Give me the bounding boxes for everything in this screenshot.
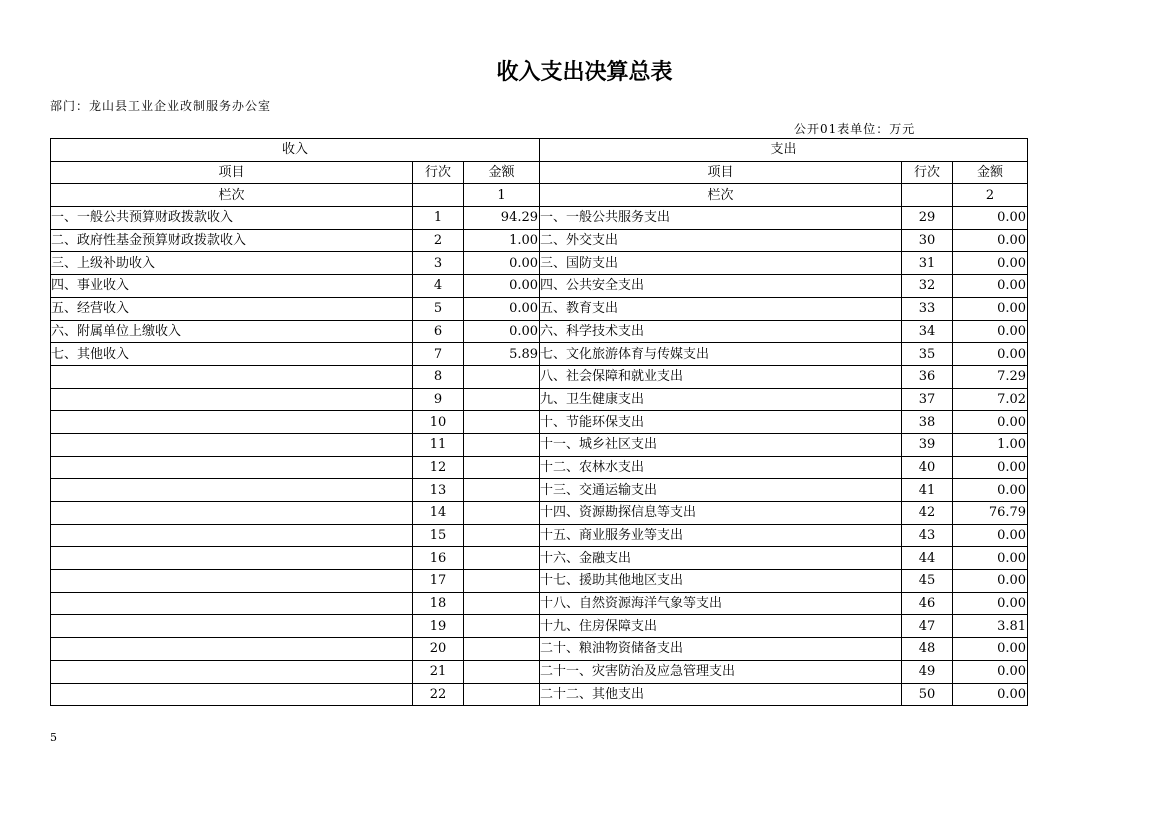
income-amount-cell <box>464 547 540 570</box>
expense-line-cell: 39 <box>902 433 953 456</box>
income-line-cell: 3 <box>413 252 464 275</box>
expense-amount-cell: 0.00 <box>953 320 1028 343</box>
income-amount-cell <box>464 615 540 638</box>
expense-item-cell: 十七、援助其他地区支出 <box>540 570 902 593</box>
table-row <box>51 524 1028 547</box>
income-item-cell <box>51 683 413 706</box>
expense-item-cell: 二十、粮油物资储备支出 <box>540 638 902 661</box>
expense-amount-cell: 3.81 <box>953 615 1028 638</box>
table-row <box>51 433 1028 456</box>
table-row <box>51 252 1028 275</box>
income-line-cell: 16 <box>413 547 464 570</box>
expense-item-cell: 十六、金融支出 <box>540 547 902 570</box>
expense-line-cell: 44 <box>902 547 953 570</box>
expense-line-cell: 47 <box>902 615 953 638</box>
table-row <box>51 343 1028 366</box>
income-item-cell <box>51 479 413 502</box>
header-row-section <box>51 139 1028 162</box>
income-item-cell: 六、附属单位上缴收入 <box>51 320 413 343</box>
expense-amount-cell: 0.00 <box>953 479 1028 502</box>
income-amount-cell <box>464 365 540 388</box>
expense-line-cell: 37 <box>902 388 953 411</box>
expense-item-cell: 十九、住房保障支出 <box>540 615 902 638</box>
expense-amount-cell: 7.29 <box>953 365 1028 388</box>
expense-item-cell: 五、教育支出 <box>540 297 902 320</box>
expense-amount-cell: 76.79 <box>953 502 1028 525</box>
income-amount-header: 金额 <box>464 161 540 184</box>
expense-amount-cell: 1.00 <box>953 433 1028 456</box>
income-line-cell: 21 <box>413 660 464 683</box>
expense-amount-header: 金额 <box>953 161 1028 184</box>
expense-column-line-blank <box>902 184 953 207</box>
table-row <box>51 207 1028 230</box>
income-amount-cell: 0.00 <box>464 275 540 298</box>
table-row <box>51 456 1028 479</box>
table-row <box>51 229 1028 252</box>
page-number: 5 <box>50 731 57 744</box>
expense-line-cell: 38 <box>902 411 953 434</box>
income-item-cell: 二、政府性基金预算财政拨款收入 <box>51 229 413 252</box>
income-item-cell <box>51 456 413 479</box>
expense-item-cell: 二十二、其他支出 <box>540 683 902 706</box>
table-row <box>51 365 1028 388</box>
income-amount-cell <box>464 433 540 456</box>
income-item-cell <box>51 660 413 683</box>
income-amount-cell <box>464 570 540 593</box>
income-item-cell: 五、经营收入 <box>51 297 413 320</box>
expense-item-cell: 十四、资源勘探信息等支出 <box>540 502 902 525</box>
expense-amount-cell: 0.00 <box>953 683 1028 706</box>
expense-line-cell: 41 <box>902 479 953 502</box>
expense-line-cell: 43 <box>902 524 953 547</box>
table-row <box>51 411 1028 434</box>
income-item-cell <box>51 365 413 388</box>
expense-line-header: 行次 <box>902 161 953 184</box>
table-row <box>51 275 1028 298</box>
expense-amount-cell: 0.00 <box>953 456 1028 479</box>
table-row <box>51 683 1028 706</box>
income-amount-cell <box>464 388 540 411</box>
income-line-cell: 11 <box>413 433 464 456</box>
income-line-cell: 13 <box>413 479 464 502</box>
income-line-cell: 4 <box>413 275 464 298</box>
expense-item-cell: 一、一般公共服务支出 <box>540 207 902 230</box>
income-item-cell: 七、其他收入 <box>51 343 413 366</box>
expense-amount-cell: 7.02 <box>953 388 1028 411</box>
income-amount-cell <box>464 479 540 502</box>
expense-line-cell: 31 <box>902 252 953 275</box>
income-amount-cell <box>464 456 540 479</box>
income-line-cell: 15 <box>413 524 464 547</box>
income-amount-cell <box>464 592 540 615</box>
expense-item-cell: 十八、自然资源海洋气象等支出 <box>540 592 902 615</box>
income-item-cell: 四、事业收入 <box>51 275 413 298</box>
table-row <box>51 320 1028 343</box>
expense-item-cell: 二十一、灾害防治及应急管理支出 <box>540 660 902 683</box>
expense-item-cell: 十二、农林水支出 <box>540 456 902 479</box>
expense-line-cell: 35 <box>902 343 953 366</box>
income-line-cell: 10 <box>413 411 464 434</box>
expense-amount-cell: 0.00 <box>953 207 1028 230</box>
table-row <box>51 502 1028 525</box>
expense-amount-cell: 0.00 <box>953 524 1028 547</box>
income-item-cell <box>51 524 413 547</box>
expense-amount-cell: 0.00 <box>953 547 1028 570</box>
income-line-cell: 5 <box>413 297 464 320</box>
expense-amount-cell: 0.00 <box>953 343 1028 366</box>
unit-note: 公开01表单位：万元 <box>794 122 916 136</box>
expense-line-cell: 42 <box>902 502 953 525</box>
income-header: 收入 <box>51 139 540 162</box>
income-item-cell <box>51 592 413 615</box>
income-item-cell <box>51 638 413 661</box>
income-column-number: 1 <box>464 184 540 207</box>
expense-amount-cell: 0.00 <box>953 297 1028 320</box>
expense-item-cell: 十五、商业服务业等支出 <box>540 524 902 547</box>
table-row <box>51 615 1028 638</box>
income-item-cell <box>51 570 413 593</box>
expense-line-cell: 34 <box>902 320 953 343</box>
income-item-cell: 一、一般公共预算财政拨款收入 <box>51 207 413 230</box>
income-line-header: 行次 <box>413 161 464 184</box>
income-amount-cell: 0.00 <box>464 320 540 343</box>
expense-header: 支出 <box>540 139 1028 162</box>
table-row <box>51 638 1028 661</box>
expense-item-cell: 十一、城乡社区支出 <box>540 433 902 456</box>
expense-line-cell: 32 <box>902 275 953 298</box>
expense-line-cell: 49 <box>902 660 953 683</box>
expense-line-cell: 48 <box>902 638 953 661</box>
income-item-cell <box>51 411 413 434</box>
income-item-cell: 三、上级补助收入 <box>51 252 413 275</box>
expense-item-cell: 四、公共安全支出 <box>540 275 902 298</box>
expense-amount-cell: 0.00 <box>953 570 1028 593</box>
income-line-cell: 9 <box>413 388 464 411</box>
expense-line-cell: 46 <box>902 592 953 615</box>
table-row <box>51 570 1028 593</box>
income-amount-cell: 1.00 <box>464 229 540 252</box>
income-line-cell: 20 <box>413 638 464 661</box>
income-amount-cell: 0.00 <box>464 297 540 320</box>
income-column-line-blank <box>413 184 464 207</box>
expense-item-cell: 十、节能环保支出 <box>540 411 902 434</box>
expense-item-header: 项目 <box>540 161 902 184</box>
income-line-cell: 2 <box>413 229 464 252</box>
header-row-column-numbers <box>51 184 1028 207</box>
expense-amount-cell: 0.00 <box>953 229 1028 252</box>
income-expense-table <box>50 138 1028 706</box>
expense-item-cell: 三、国防支出 <box>540 252 902 275</box>
expense-amount-cell: 0.00 <box>953 411 1028 434</box>
expense-item-cell: 九、卫生健康支出 <box>540 388 902 411</box>
income-line-cell: 7 <box>413 343 464 366</box>
expense-item-cell: 二、外交支出 <box>540 229 902 252</box>
expense-amount-cell: 0.00 <box>953 638 1028 661</box>
table-row <box>51 660 1028 683</box>
expense-amount-cell: 0.00 <box>953 592 1028 615</box>
expense-column-label: 栏次 <box>540 184 902 207</box>
income-amount-cell: 0.00 <box>464 252 540 275</box>
income-amount-cell <box>464 524 540 547</box>
expense-item-cell: 七、文化旅游体育与传媒支出 <box>540 343 902 366</box>
income-item-cell <box>51 433 413 456</box>
income-line-cell: 19 <box>413 615 464 638</box>
page-title: 收入支出决算总表 <box>496 60 673 85</box>
expense-amount-cell: 0.00 <box>953 252 1028 275</box>
income-amount-cell <box>464 502 540 525</box>
table-row <box>51 479 1028 502</box>
table-row <box>51 547 1028 570</box>
table-row <box>51 297 1028 320</box>
expense-amount-cell: 0.00 <box>953 275 1028 298</box>
income-item-cell <box>51 615 413 638</box>
income-item-cell <box>51 388 413 411</box>
income-amount-cell <box>464 638 540 661</box>
expense-line-cell: 30 <box>902 229 953 252</box>
expense-item-cell: 十三、交通运输支出 <box>540 479 902 502</box>
income-line-cell: 22 <box>413 683 464 706</box>
income-column-label: 栏次 <box>51 184 413 207</box>
expense-line-cell: 33 <box>902 297 953 320</box>
income-line-cell: 12 <box>413 456 464 479</box>
table-row <box>51 592 1028 615</box>
income-amount-cell <box>464 411 540 434</box>
income-amount-cell <box>464 660 540 683</box>
expense-item-cell: 六、科学技术支出 <box>540 320 902 343</box>
expense-column-number: 2 <box>953 184 1028 207</box>
income-line-cell: 14 <box>413 502 464 525</box>
income-item-header: 项目 <box>51 161 413 184</box>
table-row <box>51 388 1028 411</box>
income-item-cell <box>51 502 413 525</box>
expense-line-cell: 29 <box>902 207 953 230</box>
income-line-cell: 8 <box>413 365 464 388</box>
income-line-cell: 6 <box>413 320 464 343</box>
expense-line-cell: 45 <box>902 570 953 593</box>
expense-amount-cell: 0.00 <box>953 660 1028 683</box>
income-amount-cell: 5.89 <box>464 343 540 366</box>
header-row-columns <box>51 161 1028 184</box>
income-line-cell: 17 <box>413 570 464 593</box>
expense-line-cell: 40 <box>902 456 953 479</box>
department-label: 部门：龙山县工业企业改制服务办公室 <box>50 99 272 113</box>
income-amount-cell: 94.29 <box>464 207 540 230</box>
expense-line-cell: 50 <box>902 683 953 706</box>
income-item-cell <box>51 547 413 570</box>
income-line-cell: 18 <box>413 592 464 615</box>
expense-line-cell: 36 <box>902 365 953 388</box>
expense-item-cell: 八、社会保障和就业支出 <box>540 365 902 388</box>
income-line-cell: 1 <box>413 207 464 230</box>
income-amount-cell <box>464 683 540 706</box>
